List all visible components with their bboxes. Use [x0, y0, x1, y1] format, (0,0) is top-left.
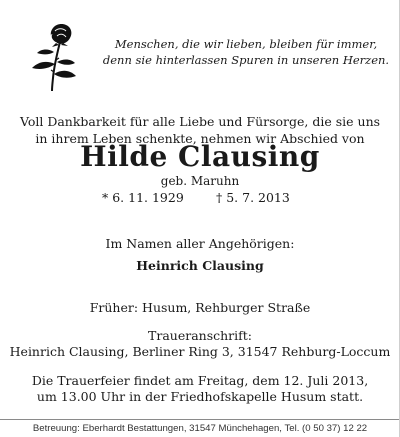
- maiden-name: geb. Maruhn: [160, 174, 240, 188]
- former-address: Früher: Husum, Rehburger Straße: [89, 300, 311, 315]
- condolence-address-label: Traueranschrift:: [148, 328, 252, 343]
- motto-line-1: Menschen, die wir lieben, bleiben für immer,: [114, 37, 378, 51]
- motto-quote: [96, 36, 396, 68]
- death-date: † 5. 7. 2013: [216, 190, 290, 205]
- intro-line-2: in ihrem Leben schenkte, nehmen wir Abschied von: [35, 131, 365, 146]
- motto-line-2: denn sie hinterlassen Spuren in unseren Herzen.: [102, 53, 390, 67]
- condolence-address: [0, 328, 400, 360]
- funeral-service-info: [0, 373, 400, 405]
- condolence-address-value: Heinrich Clausing, Berliner Ring 3, 31547 Rehburg-Loccum: [9, 344, 391, 359]
- service-line-2: um 13.00 Uhr in der Friedhofskapelle Husum statt.: [36, 389, 364, 404]
- service-line-1: Die Trauerfeier findet am Freitag, dem 12. Juli 2013,: [31, 373, 369, 388]
- intro-line-1: Voll Dankbarkeit für alle Liebe und Fürsorge, die sie uns: [19, 114, 381, 129]
- rose-icon: [26, 22, 82, 92]
- birth-date: * 6. 11. 1929: [102, 190, 184, 205]
- deceased-name: Hilde Clausing: [80, 140, 320, 173]
- mourners-intro: Im Namen aller Angehörigen:: [105, 236, 295, 251]
- footer-divider: [0, 419, 399, 420]
- funeral-home-footer: Betreuung: Eberhardt Bestattungen, 31547 Münchehagen, Tel. (0 50 37) 12 22: [32, 423, 368, 434]
- mourner-name: Heinrich Clausing: [136, 258, 264, 273]
